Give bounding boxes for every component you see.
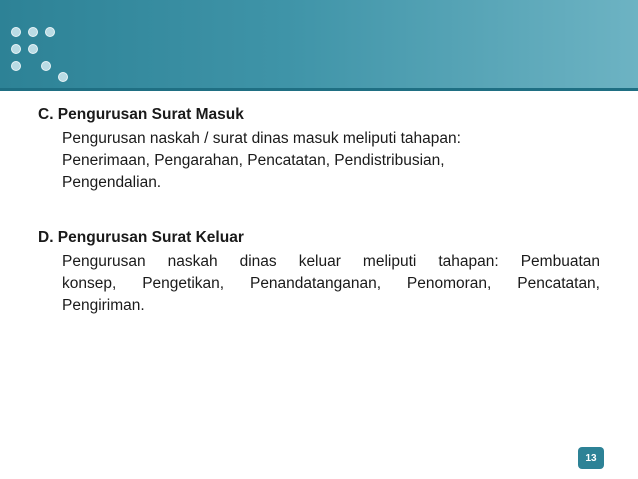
decorative-dot-icon: [28, 27, 38, 37]
header-divider: [0, 88, 638, 91]
header-band: [0, 0, 638, 88]
section-d-line: Pengiriman.: [62, 297, 145, 314]
section-c-body: [62, 128, 562, 194]
decorative-dot-icon: [45, 27, 55, 37]
section-c-line: Pengurusan naskah / surat dinas masuk meliputi tahapan:: [62, 130, 461, 147]
page-number-badge: 13: [578, 447, 604, 469]
section-c-line: Penerimaan, Pengarahan, Pencatatan, Pendistribusian,: [62, 152, 445, 169]
section-c-line: Pengendalian.: [62, 174, 162, 191]
section-d-line: Pengurusan naskah dinas keluar meliputi tahapan: Pembuatan: [62, 253, 600, 270]
section-d-body: [62, 251, 600, 317]
decorative-dot-icon: [41, 61, 51, 71]
decorative-dot-icon: [11, 27, 21, 37]
decorative-dot-icon: [28, 44, 38, 54]
decorative-dot-icon: [58, 72, 68, 82]
decorative-dot-icon: [11, 44, 21, 54]
section-d-line: konsep, Pengetikan, Penandatanganan, Penomoran, Pencatatan,: [62, 275, 600, 292]
decorative-dot-icon: [11, 61, 21, 71]
section-d-title: D. Pengurusan Surat Keluar: [38, 229, 244, 246]
section-c-title: C. Pengurusan Surat Masuk: [38, 106, 244, 123]
